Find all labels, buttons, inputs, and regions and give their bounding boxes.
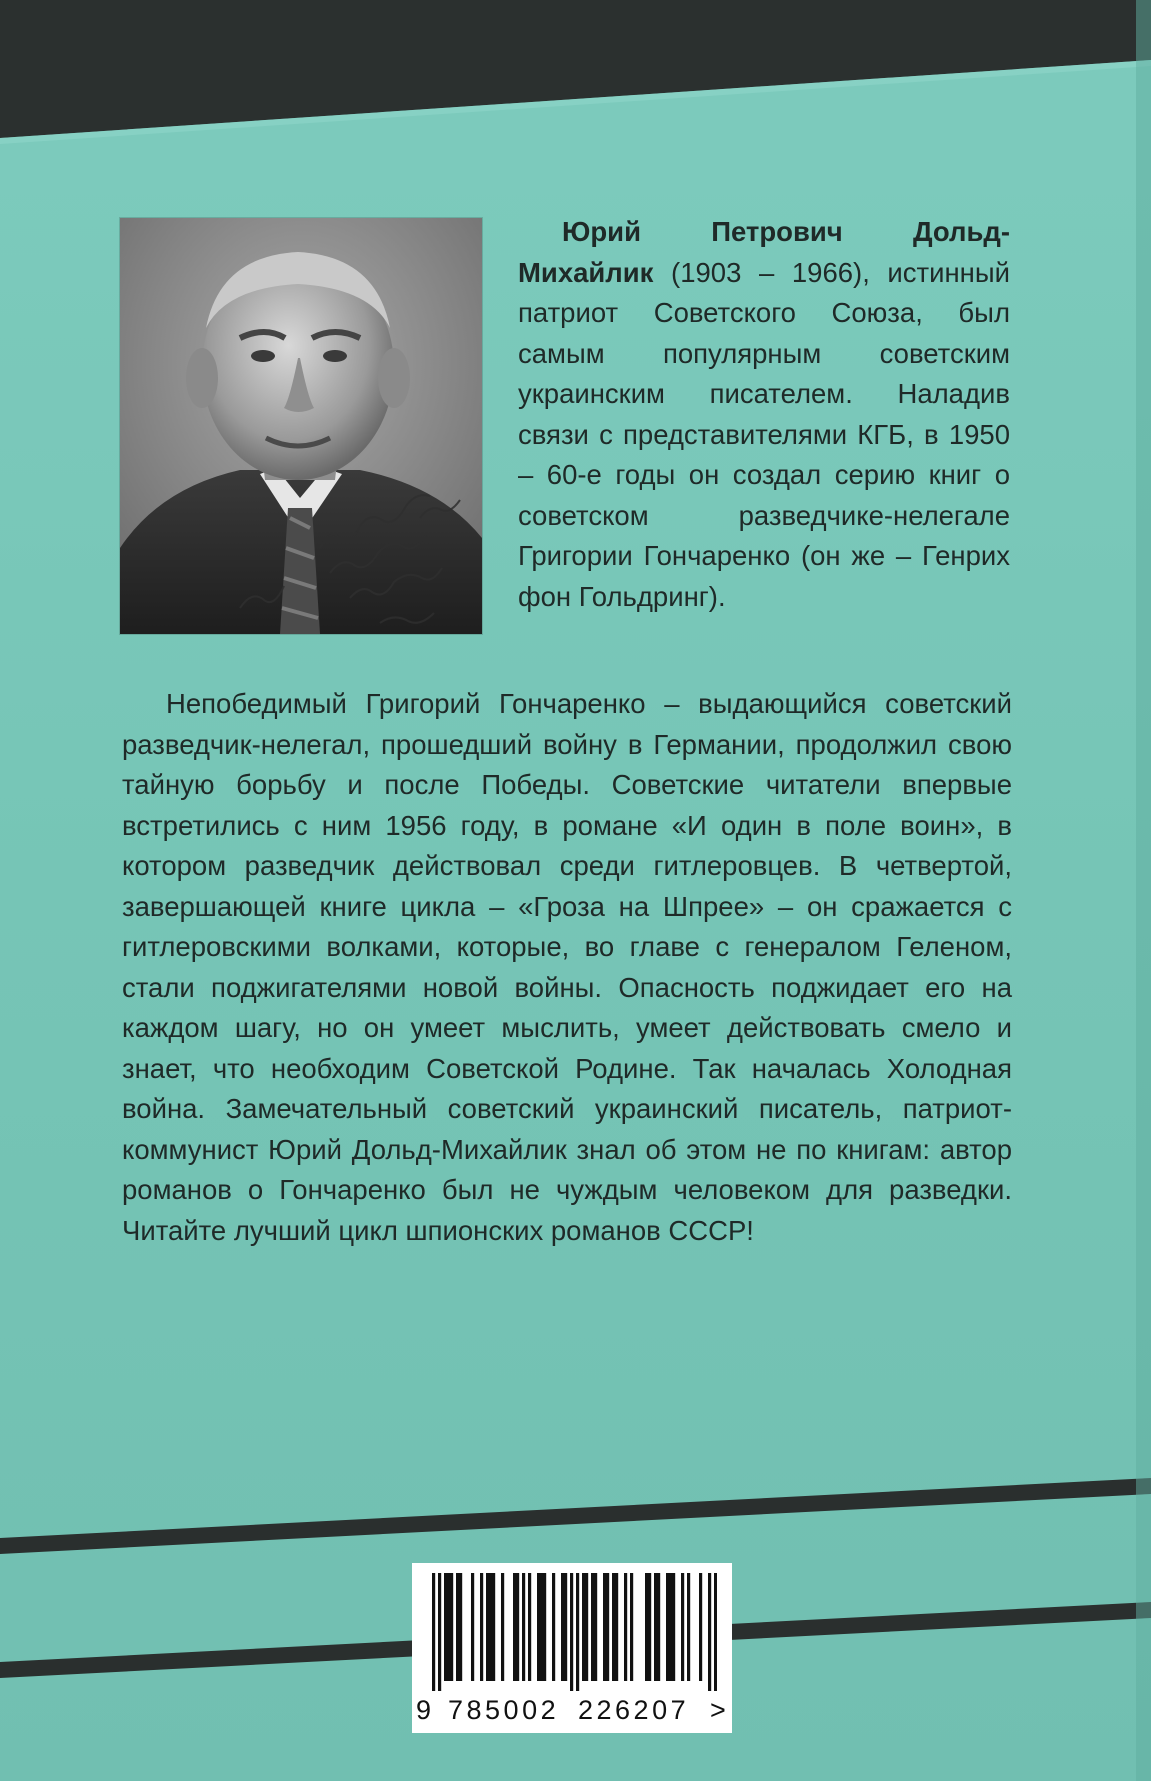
author-portrait xyxy=(120,218,482,634)
barcode-bar xyxy=(603,1573,606,1681)
barcode-bar xyxy=(672,1573,675,1681)
barcode-bar xyxy=(624,1573,627,1681)
barcode-bar xyxy=(576,1573,579,1691)
barcode-bar xyxy=(612,1573,615,1681)
isbn-number xyxy=(412,1693,732,1729)
barcode-bar xyxy=(648,1573,651,1681)
barcode-bar xyxy=(615,1573,618,1681)
barcode-bar xyxy=(645,1573,648,1681)
barcode-bar xyxy=(540,1573,543,1681)
isbn-group-2: 226207 xyxy=(578,1695,690,1725)
barcode-bar xyxy=(654,1573,657,1681)
barcode-bar xyxy=(591,1573,594,1681)
barcode-bar xyxy=(516,1573,519,1681)
barcode-bar xyxy=(489,1573,492,1681)
barcode-bar xyxy=(585,1573,588,1681)
spine-shadow xyxy=(1136,0,1151,1781)
barcode-bar xyxy=(582,1573,585,1681)
barcode-bar xyxy=(630,1573,633,1681)
author-photo-icon xyxy=(120,218,482,634)
isbn-first-digit: 9 xyxy=(416,1695,432,1725)
barcode-bar xyxy=(456,1573,459,1681)
barcode-bar xyxy=(561,1573,564,1681)
barcode-bar xyxy=(444,1573,447,1681)
barcode-bar xyxy=(687,1573,690,1681)
barcode-bar xyxy=(708,1573,711,1691)
barcode xyxy=(412,1563,732,1733)
ean13-barcode-icon xyxy=(432,1573,717,1691)
barcode-bar xyxy=(666,1573,669,1681)
author-bio-text: (1903 – 1966), истинный патриот Советского Союза, был самым популярным советским украинским писателем. Наладив связи с представителями КГБ, в 1950 – 60-е годы он создал серию книг о советском разведчике-нелегале Григории Гончаренко (он же – Генрих фон Гольдринг). xyxy=(518,256,1010,612)
barcode-bar xyxy=(669,1573,672,1681)
barcode-bar xyxy=(480,1573,483,1681)
barcode-bar xyxy=(471,1573,474,1681)
barcode-bar xyxy=(447,1573,450,1681)
barcode-bar xyxy=(450,1573,453,1681)
top-dark-band xyxy=(0,0,1151,138)
lower-dark-band-1 xyxy=(0,1478,1151,1554)
author-bio xyxy=(518,212,1010,617)
barcode-bar xyxy=(513,1573,516,1681)
book-description: Непобедимый Григорий Гончаренко – выдающийся советский разведчик-нелегал, прошедший войну в Германии, продолжил свою тайную борьбу и после Победы. Советские читатели впервые встретились с ним 1956 году, в романе «И один в поле воин», в котором разведчик действовал среди гитлеровцев. В четвертой, завершающей книге цикла – «Гроза на Шпрее» – он сражается с гитлеровскими волками, которые, во главе с генералом Геленом, стали поджигателями новой войны. Опасность поджидает его на каждом шагу, но он умеет мыслить, умеет действовать смело и знает, что необходим Советской Родине. Так началась Холодная война. Замечательный советский украинский писатель, патриот-коммунист Юрий Дольд-Михайлик знал об этом не по книгам: автор романов о Гончаренко был не чуждым человеком для разведки. Читайте лучший цикл шпионских романов СССР! xyxy=(122,688,1012,1246)
barcode-bar xyxy=(492,1573,495,1681)
isbn-arrow: > xyxy=(710,1695,726,1725)
barcode-bar xyxy=(459,1573,462,1681)
barcode-bar xyxy=(528,1573,531,1681)
barcode-bar xyxy=(714,1573,717,1691)
barcode-bar xyxy=(438,1573,441,1691)
barcode-bar xyxy=(570,1573,573,1691)
barcode-bar xyxy=(657,1573,660,1681)
barcode-bar xyxy=(552,1573,555,1681)
author-name: Юрий Петрович Дольд-Михайлик xyxy=(518,216,1010,288)
barcode-bar xyxy=(501,1573,504,1681)
barcode-bar xyxy=(486,1573,489,1681)
barcode-bar xyxy=(543,1573,546,1681)
barcode-bar xyxy=(606,1573,609,1681)
barcode-bar xyxy=(432,1573,435,1691)
barcode-bar xyxy=(522,1573,525,1681)
barcode-bar xyxy=(564,1573,567,1681)
barcode-bar xyxy=(537,1573,540,1681)
isbn-group-1: 785002 xyxy=(448,1695,560,1725)
barcode-bar xyxy=(699,1573,702,1681)
barcode-bar xyxy=(594,1573,597,1681)
barcode-bar xyxy=(681,1573,684,1681)
